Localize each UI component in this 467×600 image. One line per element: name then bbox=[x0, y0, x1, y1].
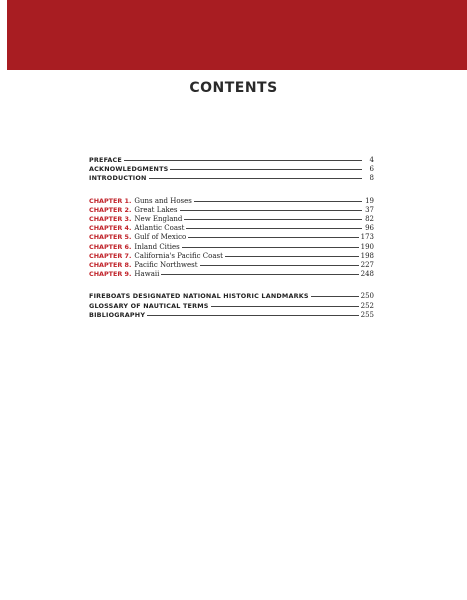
chapter-number: CHAPTER 5. bbox=[89, 233, 132, 242]
toc-entry-page: 198 bbox=[360, 251, 374, 260]
toc-entry-chapter-2[interactable] bbox=[89, 206, 374, 215]
dot-leader bbox=[161, 274, 358, 275]
chapter-title: California's Pacific Coast bbox=[134, 251, 223, 260]
toc-entry-page: 227 bbox=[360, 261, 374, 270]
dot-leader bbox=[186, 228, 362, 229]
chapter-number: CHAPTER 1. bbox=[89, 196, 132, 205]
toc-entry-acknowledgments[interactable] bbox=[89, 165, 374, 174]
toc-entry-chapter-5[interactable] bbox=[89, 233, 374, 242]
chapter-number: CHAPTER 7. bbox=[89, 251, 132, 260]
dot-leader bbox=[188, 237, 358, 238]
chapter-title: Great Lakes bbox=[134, 205, 178, 214]
toc-entry-page: 190 bbox=[360, 242, 374, 251]
front-matter-list bbox=[89, 156, 374, 184]
table-of-contents bbox=[89, 156, 374, 333]
header-banner bbox=[7, 0, 467, 70]
toc-entry-page: 6 bbox=[369, 165, 374, 174]
dot-leader bbox=[180, 210, 362, 211]
chapter-list bbox=[89, 197, 374, 280]
chapter-title: Hawaii bbox=[134, 270, 160, 279]
dot-leader bbox=[170, 169, 362, 170]
dot-leader bbox=[124, 160, 362, 161]
toc-entry-page: 250 bbox=[360, 292, 374, 301]
toc-entry-page: 4 bbox=[369, 156, 374, 164]
dot-leader bbox=[225, 256, 359, 257]
chapter-number: CHAPTER 8. bbox=[89, 261, 132, 270]
toc-entry-chapter-1[interactable] bbox=[89, 197, 374, 206]
dot-leader bbox=[211, 306, 359, 307]
toc-entry-label: ACKNOWLEDGMENTS bbox=[89, 165, 169, 174]
toc-entry-page: 82 bbox=[365, 215, 374, 224]
toc-entry-page: 252 bbox=[360, 301, 374, 310]
toc-entry-preface[interactable] bbox=[89, 156, 374, 165]
dot-leader bbox=[182, 247, 359, 248]
dot-leader bbox=[194, 201, 362, 202]
dot-leader bbox=[200, 265, 359, 266]
chapter-title: Guns and Hoses bbox=[134, 196, 192, 205]
toc-entry-page: 173 bbox=[360, 233, 374, 242]
toc-entry-chapter-4[interactable] bbox=[89, 224, 374, 233]
chapter-number: CHAPTER 3. bbox=[89, 215, 132, 224]
dot-leader bbox=[147, 315, 358, 316]
chapter-number: CHAPTER 6. bbox=[89, 242, 132, 251]
back-matter-list bbox=[89, 292, 374, 320]
toc-entry-label: BIBLIOGRAPHY bbox=[89, 310, 146, 319]
chapter-title: Gulf of Mexico bbox=[134, 233, 187, 242]
chapter-title: Inland Cities bbox=[134, 242, 180, 251]
toc-entry-introduction[interactable] bbox=[89, 174, 374, 183]
toc-entry-label: PREFACE bbox=[89, 156, 123, 164]
toc-entry-glossary[interactable] bbox=[89, 302, 374, 311]
dot-leader bbox=[184, 219, 362, 220]
toc-entry-page: 96 bbox=[365, 224, 374, 233]
toc-entry-page: 248 bbox=[360, 270, 374, 279]
chapter-title: New England bbox=[134, 215, 183, 224]
dot-leader bbox=[149, 178, 362, 179]
toc-entry-chapter-7[interactable] bbox=[89, 252, 374, 261]
toc-entry-page: 255 bbox=[360, 310, 374, 319]
toc-entry-chapter-9[interactable] bbox=[89, 270, 374, 279]
chapter-number: CHAPTER 2. bbox=[89, 205, 132, 214]
toc-entry-label: FIREBOATS DESIGNATED NATIONAL HISTORIC LANDMARKS bbox=[89, 292, 309, 301]
page-title: CONTENTS bbox=[189, 80, 278, 96]
dot-leader bbox=[311, 296, 359, 297]
chapter-number: CHAPTER 9. bbox=[89, 270, 132, 279]
toc-entry-label: INTRODUCTION bbox=[89, 174, 147, 183]
toc-entry-bibliography[interactable] bbox=[89, 311, 374, 320]
toc-entry-chapter-3[interactable] bbox=[89, 215, 374, 224]
toc-entry-chapter-6[interactable] bbox=[89, 243, 374, 252]
chapter-title: Pacific Northwest bbox=[134, 261, 198, 270]
toc-entry-landmarks[interactable] bbox=[89, 292, 374, 301]
toc-entry-page: 19 bbox=[365, 196, 374, 205]
toc-entry-label: GLOSSARY OF NAUTICAL TERMS bbox=[89, 301, 209, 310]
toc-entry-page: 8 bbox=[369, 174, 374, 183]
toc-entry-page: 37 bbox=[365, 205, 374, 214]
toc-entry-chapter-8[interactable] bbox=[89, 261, 374, 270]
chapter-title: Atlantic Coast bbox=[134, 224, 185, 233]
chapter-number: CHAPTER 4. bbox=[89, 224, 132, 233]
